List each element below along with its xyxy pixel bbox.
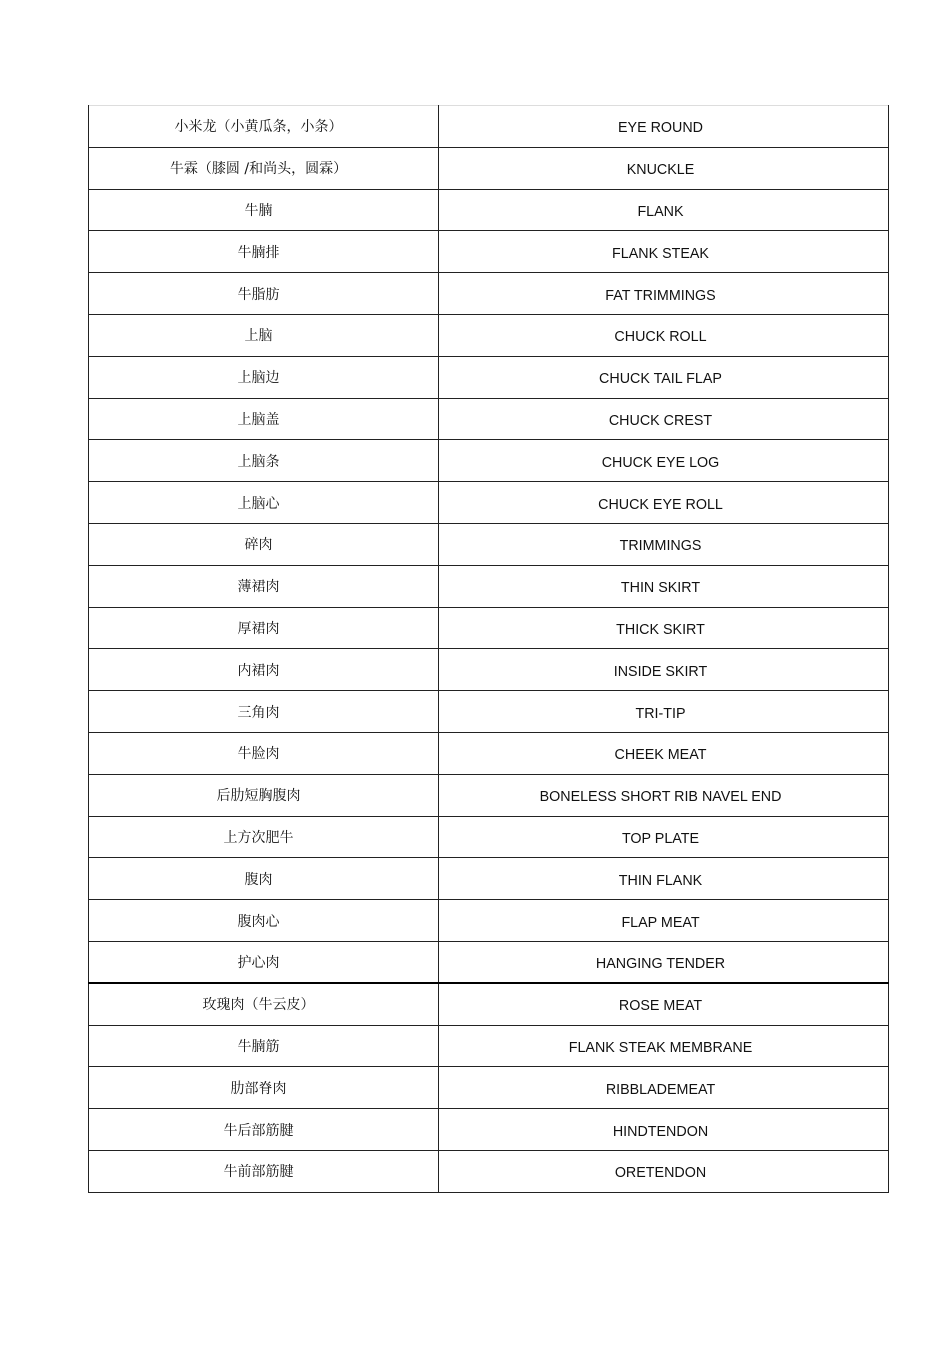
english-term-cell: CHEEK MEAT [439,732,889,774]
chinese-term-cell: 牛前部筋腱 [89,1150,439,1192]
english-term-cell: CHUCK TAIL FLAP [439,356,889,398]
chinese-term-cell: 牛腩排 [89,231,439,273]
table-row [89,607,889,649]
english-term-cell: TRIMMINGS [439,523,889,565]
table-row [89,565,889,607]
chinese-term-cell: 牛腩筋 [89,1025,439,1067]
table-row [89,941,889,983]
chinese-term-cell: 上方次肥牛 [89,816,439,858]
english-term-cell: FLANK STEAK [439,231,889,273]
table-row [89,900,889,942]
table-row [89,314,889,356]
table-row [89,1150,889,1192]
chinese-term-cell: 护心肉 [89,941,439,983]
table-row [89,816,889,858]
table-row [89,106,889,148]
table-row [89,649,889,691]
chinese-term-cell: 碎肉 [89,523,439,565]
table-row [89,356,889,398]
chinese-term-cell: 小米龙（小黄瓜条，小条） [89,106,439,148]
chinese-term-cell: 肋部脊肉 [89,1067,439,1109]
table-row [89,1067,889,1109]
chinese-term-cell: 牛后部筋腱 [89,1109,439,1151]
english-term-cell: FLANK STEAK MEMBRANE [439,1025,889,1067]
table-row [89,482,889,524]
chinese-term-cell: 厚裙肉 [89,607,439,649]
chinese-term-cell: 牛脂肪 [89,273,439,315]
english-term-cell: BONELESS SHORT RIB NAVEL END [439,774,889,816]
table-row [89,440,889,482]
table-row [89,231,889,273]
table-row [89,147,889,189]
english-term-cell: TRI-TIP [439,691,889,733]
english-term-cell: FAT TRIMMINGS [439,273,889,315]
table-row [89,1109,889,1151]
table-row [89,189,889,231]
english-term-cell: FLANK [439,189,889,231]
table-row [89,273,889,315]
chinese-term-cell: 牛腩 [89,189,439,231]
beef-cuts-terms-table [88,105,889,1193]
table-row [89,691,889,733]
table-row [89,774,889,816]
table-row [89,732,889,774]
english-term-cell: INSIDE SKIRT [439,649,889,691]
english-term-cell: HANGING TENDER [439,941,889,983]
english-term-cell: CHUCK ROLL [439,314,889,356]
chinese-term-cell: 上脑盖 [89,398,439,440]
english-term-cell: THICK SKIRT [439,607,889,649]
chinese-term-cell: 内裙肉 [89,649,439,691]
english-term-cell: ROSE MEAT [439,983,889,1025]
table-row [89,858,889,900]
english-term-cell: TOP PLATE [439,816,889,858]
table-row [89,398,889,440]
table-row [89,523,889,565]
english-term-cell: CHUCK CREST [439,398,889,440]
english-term-cell: THIN SKIRT [439,565,889,607]
english-term-cell: KNUCKLE [439,147,889,189]
chinese-term-cell: 上脑条 [89,440,439,482]
chinese-term-cell: 后肋短胸腹肉 [89,774,439,816]
english-term-cell: THIN FLANK [439,858,889,900]
chinese-term-cell: 上脑心 [89,482,439,524]
english-term-cell: ORETENDON [439,1150,889,1192]
chinese-term-cell: 玫瑰肉（牛云皮） [89,983,439,1025]
english-term-cell: CHUCK EYE ROLL [439,482,889,524]
english-term-cell: RIBBLADEMEAT [439,1067,889,1109]
chinese-term-cell: 三角肉 [89,691,439,733]
chinese-term-cell: 牛脸肉 [89,732,439,774]
chinese-term-cell: 腹肉 [89,858,439,900]
english-term-cell: HINDTENDON [439,1109,889,1151]
chinese-term-cell: 腹肉心 [89,900,439,942]
table-row [89,983,889,1025]
table-row [89,1025,889,1067]
chinese-term-cell: 上脑 [89,314,439,356]
chinese-term-cell: 牛霖（膝圆 /和尚头，圆霖） [89,147,439,189]
chinese-term-cell: 上脑边 [89,356,439,398]
english-term-cell: FLAP MEAT [439,900,889,942]
english-term-cell: EYE ROUND [439,106,889,148]
english-term-cell: CHUCK EYE LOG [439,440,889,482]
chinese-term-cell: 薄裙肉 [89,565,439,607]
